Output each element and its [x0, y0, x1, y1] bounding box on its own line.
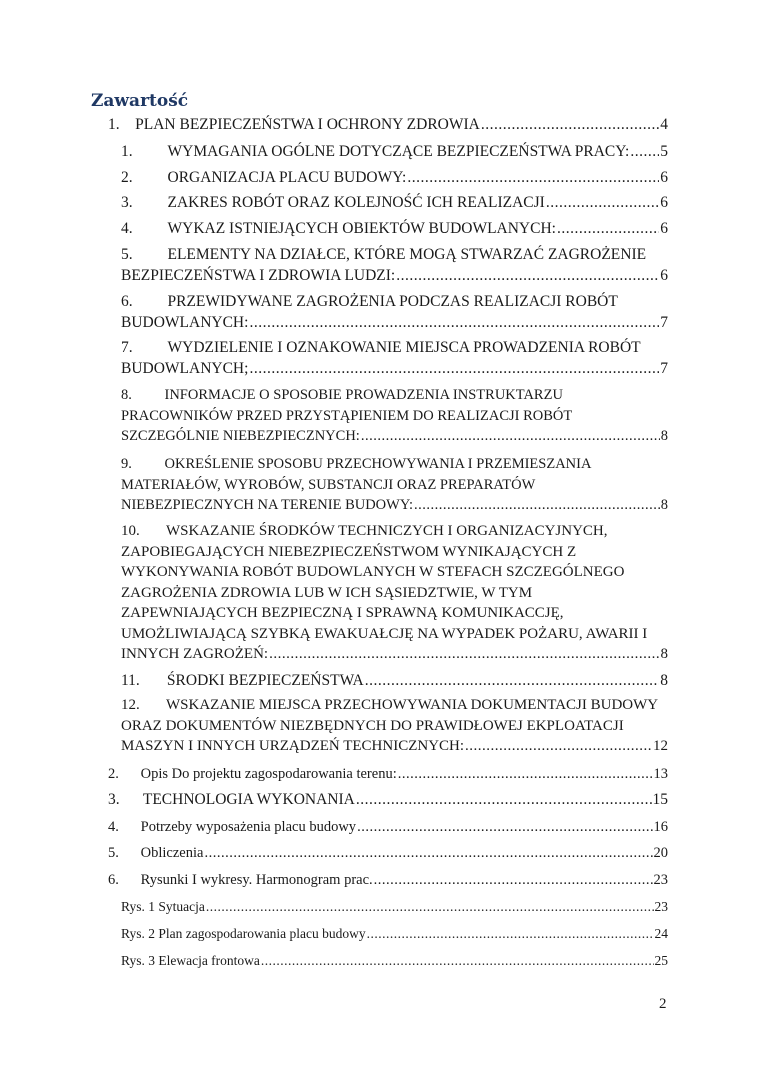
toc-entry-text: BUDOWLANYCH:	[121, 313, 249, 331]
toc-dot-leader	[396, 266, 659, 287]
toc-entry[interactable]	[121, 951, 668, 972]
toc-dot-leader	[546, 193, 659, 214]
toc-entry-text: Rys. 2 Plan zagospodarowania placu budowy	[121, 926, 366, 941]
toc-dot-leader	[249, 359, 659, 380]
toc-entry[interactable]	[108, 843, 668, 864]
toc-entry[interactable]	[121, 924, 668, 945]
toc-dot-leader	[361, 426, 660, 447]
toc-entry[interactable]	[108, 790, 668, 811]
toc-entry-text: Rys. 3 Elewacja frontowa	[121, 953, 260, 968]
toc-page-number: 8	[660, 428, 668, 444]
toc-page-number: 5	[660, 143, 668, 160]
toc-entry-text: 12. WSKAZANIE MIEJSCA PRZECHOWYWANIA DOKUMENTACJI BUDOWY	[121, 697, 659, 713]
toc-page-number: 20	[653, 845, 668, 861]
toc-heading: Zawartość	[91, 91, 189, 111]
toc-dot-leader	[365, 671, 660, 692]
toc-entry-text: PRACOWNIKÓW PRZED PRZYSTĄPIENIEM DO REALIZACJI ROBÓT	[121, 407, 573, 424]
toc-dot-leader	[261, 951, 654, 972]
toc-dot-leader	[357, 817, 652, 838]
toc-entry-text: UMOŻLIWIAJĄCĄ SZYBKĄ EWAKUAŁCJĘ NA WYPADEK POŻARU, AWARII I	[121, 625, 648, 642]
toc-page-number: 25	[654, 953, 668, 968]
toc-entry-text: 4. Potrzeby wyposażenia placu budowy	[108, 819, 357, 835]
toc-entry[interactable]	[108, 870, 668, 891]
toc-dot-leader	[398, 764, 653, 785]
toc-entry-text: 2. ORGANIZACJA PLACU BUDOWY:	[121, 169, 407, 186]
toc-dot-leader	[407, 168, 659, 189]
toc-entry-text: ZAPOBIEGAJĄCYCH NIEBEZPIECZEŃSTWOM WYNIKAJĄCYCH Z	[121, 543, 577, 560]
toc-entry[interactable]	[121, 245, 668, 286]
toc-dot-leader	[374, 870, 653, 891]
toc-entry-text: ZAGROŻENIA ZDROWIA LUB W ICH SĄSIEDZTWIE, W TYM	[121, 584, 533, 601]
toc-entry[interactable]	[108, 115, 668, 136]
toc-page-number: 8	[660, 497, 668, 513]
toc-page-number: 23	[654, 899, 668, 914]
toc-entry[interactable]	[121, 142, 668, 163]
toc-entry[interactable]	[121, 897, 668, 918]
toc-entry-text: 3. TECHNOLOGIA WYKONANIA	[108, 791, 355, 808]
toc-entry-text: Rys. 1 Sytuacja	[121, 899, 205, 914]
toc-dot-leader	[204, 843, 652, 864]
toc-entry-text: 7. WYDZIELENIE I OZNAKOWANIE MIEJSCA PROWADZENIA ROBÓT	[121, 339, 641, 356]
toc-dot-leader	[465, 736, 652, 757]
toc-entry[interactable]	[108, 817, 668, 838]
toc-page-number: 13	[653, 766, 668, 782]
toc-page-number: 7	[660, 313, 668, 331]
toc-entry-text: 5. Obliczenia	[108, 845, 204, 861]
toc-page-number: 24	[654, 926, 668, 941]
toc-page-number: 8	[660, 672, 668, 689]
toc-page-number: 16	[653, 819, 668, 835]
toc-entry-text: WYKONYWANIA ROBÓT BUDOWLANYCH W STEFACH SZCZEGÓLNEGO	[121, 564, 625, 580]
toc-entry-text: 8. INFORMACJE O SPOSOBIE PROWADZENIA INSTRUKTARZU	[121, 387, 563, 403]
toc-page-number: 6	[660, 169, 668, 186]
toc-page-number: 4	[660, 116, 668, 133]
toc-page-number: 8	[660, 646, 668, 662]
toc-page-number: 23	[653, 872, 668, 888]
toc-entry[interactable]	[121, 695, 668, 757]
toc-dot-leader	[630, 142, 659, 163]
toc-page-number: 12	[653, 738, 668, 754]
toc-page-number: 7	[660, 359, 668, 377]
toc-entry-text: 9. OKREŚLENIE SPOSOBU PRZECHOWYWANIA I PRZEMIESZANIA	[121, 456, 592, 472]
toc-dot-leader	[414, 495, 660, 516]
toc-entry-text: BUDOWLANYCH;	[121, 359, 249, 377]
toc-entry-text: 1. PLAN BEZPIECZEŃSTWA I OCHRONY ZDROWIA	[108, 116, 480, 133]
toc-dot-leader	[367, 924, 654, 945]
toc-page-number: 6	[660, 220, 668, 237]
toc-entry[interactable]	[121, 671, 668, 692]
toc-entry[interactable]	[121, 385, 668, 447]
toc-entry[interactable]	[121, 193, 668, 214]
toc-entry[interactable]	[121, 454, 668, 516]
toc-entry-text: 10. WSKAZANIE ŚRODKÓW TECHNICZYCH I ORGANIZACYJNYCH,	[121, 523, 608, 539]
toc-entry-text: 3. ZAKRES ROBÓT ORAZ KOLEJNOŚĆ ICH REALIZACJI	[121, 194, 545, 211]
toc-entry[interactable]	[121, 521, 668, 665]
toc-entry[interactable]	[121, 168, 668, 189]
toc-page-number: 6	[660, 266, 668, 284]
toc-page-number: 15	[652, 791, 668, 808]
toc-page-number: 6	[660, 194, 668, 211]
toc-entry-text: NIEBEZPIECZNYCH NA TERENIE BUDOWY:	[121, 497, 414, 513]
toc-entry-text: 2. Opis Do projektu zagospodarowania terenu:	[108, 766, 397, 782]
toc-entry-text: MATERIAŁÓW, WYROBÓW, SUBSTANCJI ORAZ PREPARATÓW	[121, 476, 536, 493]
toc-dot-leader	[356, 790, 652, 811]
toc-entry-text: BEZPIECZEŃSTWA I ZDROWIA LUDZI:	[121, 266, 396, 284]
toc-entry-text: ORAZ DOKUMENTÓW NIEZBĘDNYCH DO PRAWIDŁOWEJ EKPLOATACJI	[121, 717, 624, 734]
toc-entry[interactable]	[108, 764, 668, 785]
toc-dot-leader	[269, 644, 659, 665]
toc-entry[interactable]	[121, 338, 668, 379]
toc-entry[interactable]	[121, 292, 668, 333]
toc-entry-text: MASZYN I INNYCH URZĄDZEŃ TECHNICZNYCH:	[121, 738, 465, 754]
toc-entry-text: 6. Rysunki I wykresy. Harmonogram prac.	[108, 872, 373, 888]
toc-entry-text: INNYCH ZAGROŻEŃ:	[121, 646, 269, 662]
toc-entry-text: ZAPEWNIAJĄCYCH BEZPIECZNĄ I SPRAWNĄ KOMUNIKACCJĘ,	[121, 605, 564, 621]
toc-entry-text: 6. PRZEWIDYWANE ZAGROŻENIA PODCZAS REALIZACJI ROBÓT	[121, 293, 618, 310]
toc-dot-leader	[249, 313, 659, 334]
toc-entry-text: SZCZEGÓLNIE NIEBEZPIECZNYCH:	[121, 428, 360, 444]
toc-entry-text: 5. ELEMENTY NA DZIAŁCE, KTÓRE MOGĄ STWARZAĆ ZAGROŻENIE	[121, 246, 647, 263]
toc-dot-leader	[557, 219, 659, 240]
toc-entry-text: 1. WYMAGANIA OGÓLNE DOTYCZĄCE BEZPIECZEŃSTWA PRACY:	[121, 143, 630, 160]
toc-entry-text: 11. ŚRODKI BEZPIECZEŃSTWA	[121, 672, 364, 689]
page-number: 2	[659, 996, 667, 1012]
toc-dot-leader	[481, 115, 659, 136]
toc-dot-leader	[206, 897, 654, 918]
toc-entry-text: 4. WYKAZ ISTNIEJĄCYCH OBIEKTÓW BUDOWLANYCH:	[121, 220, 556, 237]
toc-entry[interactable]	[121, 219, 668, 240]
